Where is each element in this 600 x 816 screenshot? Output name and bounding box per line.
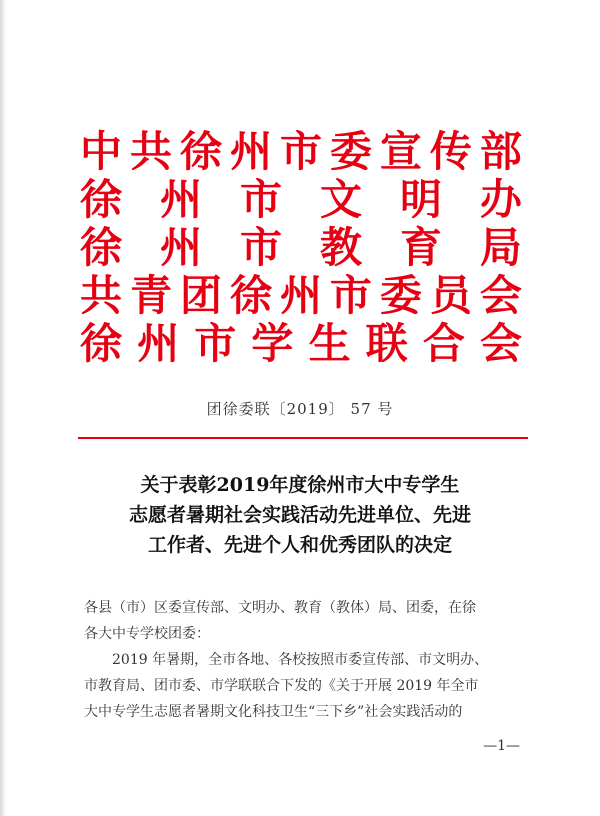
issuer-char: 员 [429,271,472,320]
salutation-line-1: 各县（市）区委宣传部、文明办、教育（教体）局、团委，在徐 [84,600,476,616]
issuer-char: 青 [129,271,172,320]
issuer-char: 市 [239,223,282,272]
paragraph-1-line-2: 市教育局、团市委、市学联联合下发的《关于开展 2019 年全市 [84,678,479,694]
issuer-char: 市 [239,175,282,224]
issuer-block [80,128,522,368]
document-body [84,595,524,725]
issuer-char: 局 [479,223,522,272]
title-line-1: 关于表彰2019年度徐州市大中专学生 [140,474,460,496]
issuer-char: 州 [137,319,180,368]
issuer-char: 州 [159,175,202,224]
title-line-3: 工作者、先进个人和优秀团队的决定 [147,534,452,556]
issuer-char: 教 [319,223,362,272]
issuer-char: 部 [479,127,522,176]
issuer-char: 委 [379,271,422,320]
issuer-char: 共 [129,127,172,176]
issuer-char: 宣 [379,127,422,176]
issuer-char: 徐 [229,271,272,320]
issuer-char: 州 [159,223,202,272]
issuer-line-4 [80,272,522,320]
issuer-char: 州 [229,127,272,176]
issuer-char: 徐 [80,319,123,368]
issuer-char: 中 [80,127,123,176]
issuer-char: 会 [479,271,522,320]
issuer-char: 市 [194,319,237,368]
issuer-char: 文 [319,175,362,224]
issuer-char: 合 [422,319,465,368]
issuer-char: 会 [479,319,522,368]
issuer-char: 明 [399,175,442,224]
issuer-line-2 [80,176,522,224]
issuer-char: 市 [329,271,372,320]
paragraph-1-line-1: 2019 年暑期，全市各地、各校按照市委宣传部、市文明办、 [112,652,489,668]
issuer-char: 学 [251,319,294,368]
issuer-char: 传 [429,127,472,176]
issuer-char: 徐 [80,175,123,224]
issuer-line-3 [80,224,522,272]
page-number: —1— [483,738,520,754]
issuer-char: 徐 [80,223,123,272]
issuer-char: 徐 [179,127,222,176]
red-divider-rule [78,437,528,439]
issuer-char: 办 [479,175,522,224]
issuer-char: 市 [279,127,322,176]
issuer-char: 育 [399,223,442,272]
issuer-char: 生 [308,319,351,368]
issuer-char: 州 [279,271,322,320]
issuer-line-5 [80,320,522,368]
salutation-line-2: 各大中专学校团委： [84,626,210,642]
paragraph-1-line-3: 大中专学生志愿者暑期文化科技卫生“三下乡”社会实践活动的 [84,704,463,720]
issuer-char: 委 [329,127,372,176]
document-number: 团徐委联〔2019〕 57 号 [206,400,394,418]
title-line-2: 志愿者暑期社会实践活动先进单位、先进 [128,504,471,526]
issuer-char: 团 [179,271,222,320]
document-title [0,470,600,560]
issuer-char: 共 [80,271,123,320]
issuer-line-1 [80,128,522,176]
issuer-char: 联 [365,319,408,368]
